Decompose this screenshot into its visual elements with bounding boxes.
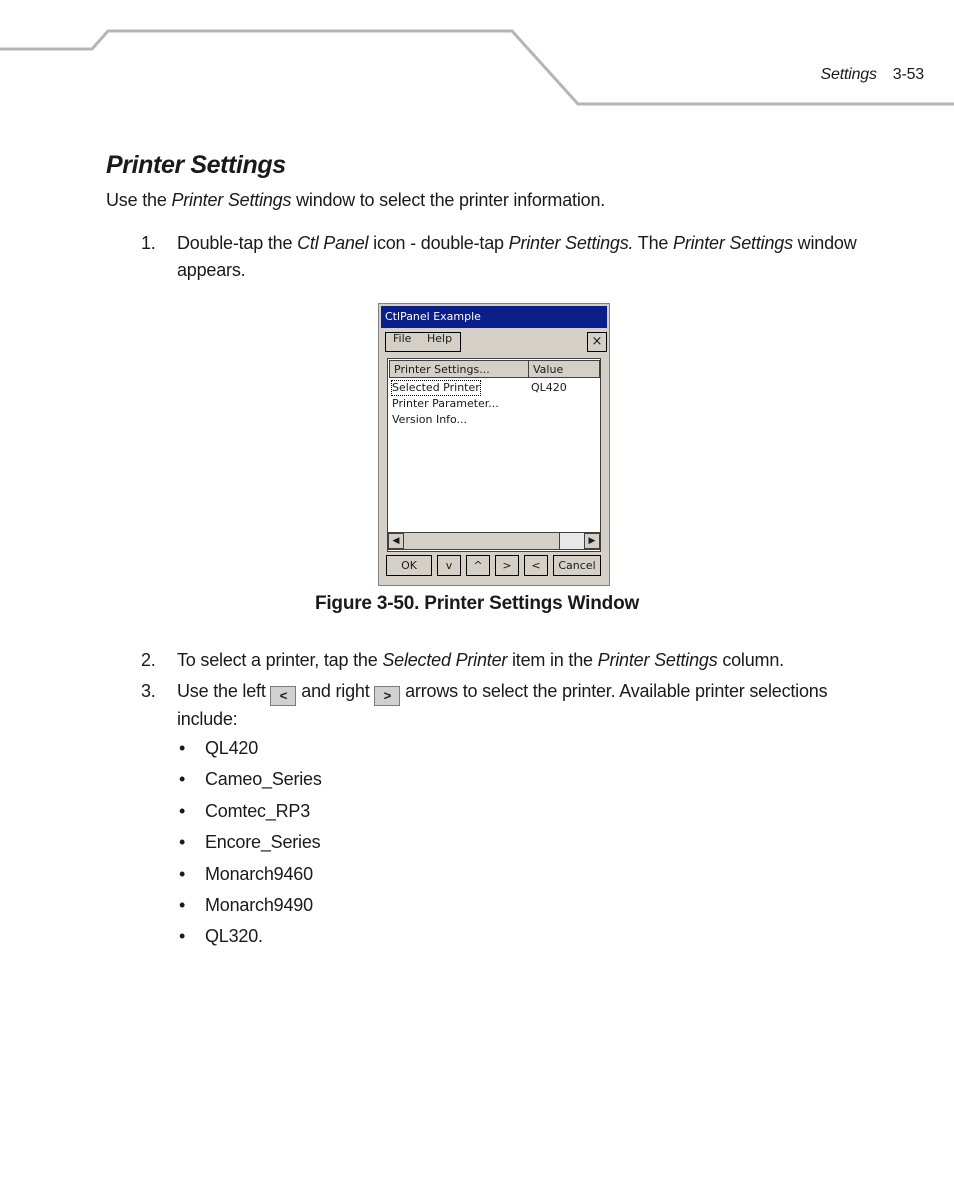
step1-em-ctlpanel: Ctl Panel xyxy=(297,233,369,253)
step1-text: icon - double-tap xyxy=(368,233,509,253)
down-button[interactable]: v xyxy=(437,555,461,576)
step1-em-printer-settings: Printer Settings xyxy=(673,233,793,253)
step2-paragraph xyxy=(177,647,877,674)
scroll-thumb[interactable] xyxy=(404,533,560,549)
header-rule xyxy=(0,0,954,110)
step3-text: Use the left xyxy=(177,681,271,701)
ok-button[interactable]: OK xyxy=(386,555,432,576)
close-icon[interactable]: × xyxy=(587,332,607,352)
page-title: Printer Settings xyxy=(106,151,286,179)
running-head-section: Settings xyxy=(820,66,877,83)
intro-emphasis: Printer Settings xyxy=(171,190,292,210)
figure-caption: Figure 3-50. Printer Settings Window xyxy=(314,593,640,614)
printer-selection-list xyxy=(176,735,322,955)
intro-paragraph xyxy=(106,187,605,214)
left-button[interactable]: < xyxy=(524,555,548,576)
list-item: • Encore_Series xyxy=(176,829,322,860)
running-head-page: 3-53 xyxy=(892,66,924,83)
list-item: • QL420 xyxy=(176,735,322,766)
step1-text: window xyxy=(792,233,857,253)
step3-text-line2: include: xyxy=(177,709,238,729)
step1-paragraph xyxy=(177,230,877,284)
step2-text: To select a printer, tap the xyxy=(177,650,383,670)
menu-file[interactable]: File xyxy=(393,332,412,345)
running-head xyxy=(821,66,924,84)
left-arrow-key-icon: < xyxy=(270,686,296,706)
step3-number: 3. xyxy=(141,681,156,701)
right-button[interactable]: > xyxy=(495,555,519,576)
horizontal-scrollbar[interactable] xyxy=(387,532,601,550)
window-title: CtlPanel Example xyxy=(381,306,607,328)
right-arrow-key-icon: > xyxy=(374,686,400,706)
intro-text-end: window to select the printer information. xyxy=(291,190,606,210)
list-item: • QL320. xyxy=(176,923,322,954)
column-header-printer-settings[interactable]: Printer Settings... xyxy=(389,360,529,378)
list-item-version-info[interactable]: Version Info... xyxy=(392,413,468,426)
step1-text: The xyxy=(633,233,674,253)
ctlpanel-window xyxy=(378,303,610,586)
cancel-button[interactable]: Cancel xyxy=(553,555,601,576)
step3-paragraph xyxy=(177,678,877,733)
step2-text: item in the xyxy=(507,650,598,670)
list-item: • Monarch9460 xyxy=(176,861,322,892)
list-item: • Comtec_RP3 xyxy=(176,798,322,829)
list-item-selected-printer[interactable]: Selected Printer xyxy=(392,381,480,394)
list-item: • Cameo_Series xyxy=(176,766,322,797)
step2-number: 2. xyxy=(141,650,156,670)
step2-em-printer-settings: Printer Settings xyxy=(597,650,718,670)
printer-settings-list xyxy=(387,358,601,552)
menu-help[interactable]: Help xyxy=(427,332,453,345)
step1-text: Double-tap the xyxy=(177,233,298,253)
intro-text: Use the xyxy=(106,190,172,210)
step2-text: column. xyxy=(717,650,784,670)
menu-bar xyxy=(383,330,603,352)
list-item: • Monarch9490 xyxy=(176,892,322,923)
up-button[interactable]: ^ xyxy=(466,555,490,576)
scroll-left-icon[interactable]: ◀ xyxy=(388,533,404,549)
scroll-right-icon[interactable]: ▶ xyxy=(584,533,600,549)
list-item-value: QL420 xyxy=(531,381,567,394)
step2-em-selected-printer: Selected Printer xyxy=(382,650,508,670)
list-item-printer-parameter[interactable]: Printer Parameter... xyxy=(392,397,499,410)
step1-em-printer-settings: Printer Settings. xyxy=(508,233,634,253)
step1-text-line2: appears. xyxy=(177,260,246,280)
step3-text: arrows to select the printer. Available printer selections xyxy=(400,681,828,701)
step3-text: and right xyxy=(296,681,375,701)
step1-number: 1. xyxy=(141,233,156,253)
column-header-value[interactable]: Value xyxy=(528,360,600,378)
